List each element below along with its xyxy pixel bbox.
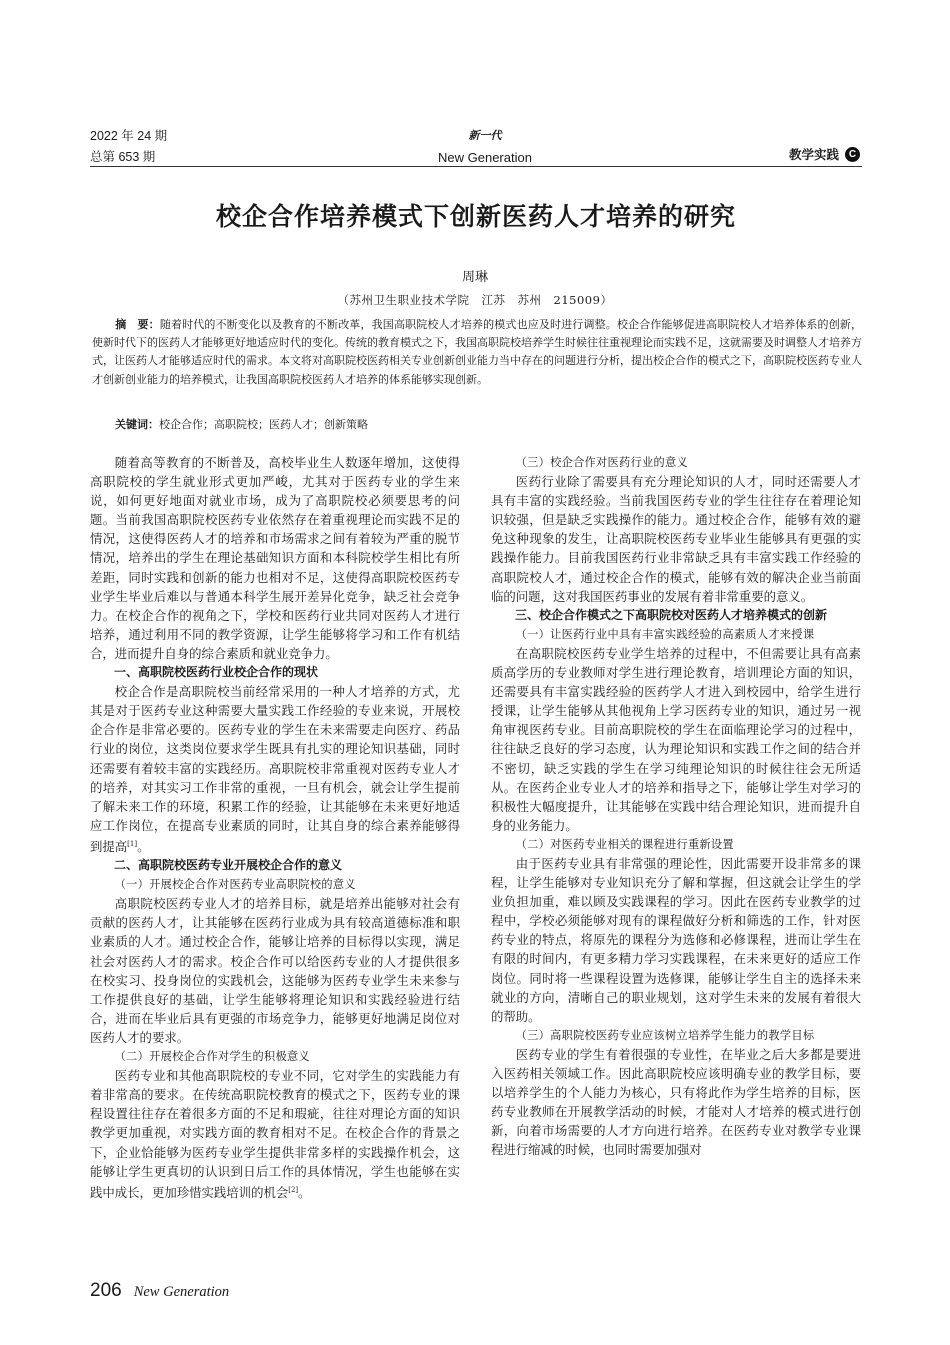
section-heading-2: 二、高职院校医药专业开展校企合作的意义 [114,858,343,873]
section-label [789,145,860,163]
journal-name-cn: 新一代 [468,130,502,142]
right-column [491,453,861,1159]
section-1-paragraph [90,682,460,856]
abstract-text: 随着时代的不断变化以及教育的不断改革，我国高职院校人才培养的模式也应及时进行调整。校企合作能够促进高职院校人才培养体系的创新，使新时代下的医药人才能够更好地适应时代的变化。传统的教育模式之下，我国高职院校培养学生时候往往重视理论而实践不足，这就需要及时调整人才培养方式，让医药人才能够适应时代的需求。本文将对高职院校医药相关专业创新创业能力当中存在的问题进行分析，提出校企合作的模式之下，高职院校医药专业人才创新创业能力的培养模式，让我国高职院校医药人才培养的体系能够实现创新。 [92,318,863,386]
citation-2: [2] [288,1185,299,1194]
subsection-heading-2-2: （二）开展校企合作对学生的积极意义 [114,1050,310,1064]
page-number: 206 [90,1280,122,1301]
keywords [115,416,862,434]
subsection-2-1-paragraph: 高职院校医药专业人才的培养目标，就是培养出能够对社会有贡献的医药人才，让其能够在医药行业成为具有较高道德标准和职业素质的人才。通过校企合作，能够让培养的目标得以实现，满足社会对医药人才的需求。校企合作可以给医药专业的人才提供很多在校实习、投身岗位的实践机会，这能够为医药专业学生未来参与工作提供良好的基础，让学生能够将理论知识和实践经验进行结合，进而在毕业后具有更强的市场竞争力，能够更好地满足岗位对医药人才的要求。 [90,896,460,1045]
subsection-2-2-end: 。 [298,1184,311,1200]
journal-header [385,126,585,168]
subsection-3-1-paragraph: 在高职院校医药专业学生培养的过程中，不但需要让具有高素质高学历的专业教师对学生进行理论教育，培训理论方面的知识，还需要具有丰富实践经验的医药学人才进入到校园中，给学生进行授课，让学生能够从其他视角上学习医药专业的知识，通过另一视角审视医药专业。目前高职院校的学生在面临理论学习的过程中，往往缺乏良好的学习态度，认为理论知识和实践工作之间的结合并不密切，缺乏实践的学生在学习纯理论知识的时候往往会无所适从。在医药企业专业人才的培养和指导之下，能够让学生对学习的积极性大幅度提升，让其能够在实践中结合理论知识，进而提升自身的业务能力。 [491,645,861,833]
keywords-label: 关键词： [115,418,159,431]
citation-1: [1] [127,839,138,848]
section-1-text: 校企合作是高职院校当前经常采用的一种人才培养的方式，尤其是对于医药专业这种需要大量实践工作经验的专业来说，开展校企合作是非常必要的。医药专业的学生在未来需要走向医疗、药品行业的岗位，这类岗位要求学生既具有扎实的理论知识基础，同时还需要有着较丰富的实践经历。高职院校非常重视对医药专业人才的培养，对其实习工作非常的重视，一旦有机会，就会让学生提前了解未来工作的环境，积累工作的经验，让其能够在未来更好地适应工作岗位，在提高专业素质的同时，让其自身的综合素养能够得到提高 [90,684,460,854]
subsection-heading-3-2: （二）对医药专业相关的课程进行重新设置 [515,837,734,851]
section-name: 教学实践 [788,148,839,162]
author-affiliation: （苏州卫生职业技术学院 江苏 苏州 215009） [337,293,613,307]
header-divider [90,166,862,167]
subsection-3-3-paragraph: 医药专业的学生有着很强的专业性，在毕业之后大多都是要进入医药相关领域工作。因此高职院校应该明确专业的教学目标，要以培养学生的个人能力为核心，只有将此作为学生培养的目标，医药专业教师在开展教学活动的时候，才能对人才培养的模式进行创新，向着市场需要的人才方向进行培养。在医药专业对教学专业课程进行缩减的时候，也同时需要加强对 [491,1046,861,1158]
subsection-heading-2-1: （一）开展校企合作对医药专业高职院校的意义 [114,878,356,892]
subsection-heading-3-3: （三）高职院校医药专业应该树立培养学生能力的教学目标 [515,1028,815,1042]
subsection-2-2-text: 医药专业和其他高职院校的专业不同，它对学生的实践能力有着非常高的要求。在传统高职院校教育的模式之下，医药专业的课程设置往往存在着很多方面的不足和瑕疵，往往对理论方面的知识教学更加重视，对实践方面的教育相对不足。在校企合作的背景之下，企业恰能够为医药专业学生提供非常多样的实践操作机会，这能够让学生更真切的认识到日后工作的具体情况，学生也能够在实践中成长，更加珍惜实践培训的机会 [90,1068,460,1200]
subsection-heading-3-1: （一）让医药行业中具有丰富实践经验的高素质人才来授课 [515,627,815,641]
article-title: 校企合作培养模式下创新医药人才培养的研究 [215,202,736,231]
subsection-2-2-paragraph [90,1066,460,1202]
subsection-heading-2-3: （三）校企合作对医药行业的意义 [515,456,688,469]
abstract [92,316,862,389]
abstract-label: 摘 要： [115,318,160,331]
keywords-text: 校企合作；高职院校；医药人才；创新策略 [159,418,368,431]
left-column [90,453,460,1202]
page-footer [90,1280,229,1302]
subsection-3-2-paragraph: 由于医药专业具有非常强的理论性，因此需要开设非常多的课程，让学生能够对专业知识充分了解和掌握，但这就会让学生的学业负担加重，难以顾及实践课程的学习。因此在医药专业教学的过程中，学校必须能够对现有的课程做好分析和筛选的工作，针对医药专业的特点，将原先的课程分为选修和必修课程，进而让学生在有限的时间内，有更多精力学习实践课程，在未来更好的适应工作岗位。同时将一些课程设置为选修课，能够让学生自主的选择未来就业的方向，清晰自己的职业规划，这对学生未来的发展有着很大的帮助。 [491,855,861,1024]
section-heading-1: 一、高职院校医药行业校企合作的现状 [114,665,319,680]
issue-info [90,126,167,168]
issue-total: 总第 653 期 [90,150,156,164]
section-1-end: 。 [137,839,150,854]
section-heading-3: 三、校企合作模式之下高职院校对医药人才培养模式的创新 [515,607,828,622]
intro-paragraph: 随着高等教育的不断普及，高校毕业生人数逐年增加，这使得高职院校的学生就业形式更加严峻，尤其对于医药专业的学生来说，如何更好地面对就业市场，成为了高职院校必须要思考的问题。当前我国高职院校医药专业依然存在着重视理论而实践不足的情况，这使得医药人才的培养和市场需求之间有着较为严重的脱节情况，培养出的学生在理论基础知识方面和本科院校学生相比有所差距，同时实践和创新的能力也相对不足，这使得高职院校医药专业学生毕业后难以与普通本科学生展开差异化竞争，缺乏社会竞争力。在校企合作的视角之下，学校和医药行业共同对医药人才进行培养，通过利用不同的教学资源，让学生能够将学习和工作有机结合，进而提升自身的综合素质和就业竞争力。 [90,455,460,661]
issue-number: 2022 年 24 期 [90,129,168,143]
footer-journal-name: New Generation [133,1284,230,1300]
section-c-icon: C [845,147,860,162]
subsection-2-3-paragraph: 医药行业除了需要具有充分理论知识的人才，同时还需要人才具有丰富的实践经验。当前我国医药专业的学生往往存在着理论知识较强，但是缺乏实践操作的能力。通过校企合作，能够有效的避免这种现象的发生，让高职院校医药专业毕业生能够具有更强的实践操作能力。目前我国医药行业非常缺乏具有丰富实践工作经验的高职院校人才，通过校企合作的模式，能够有效的解决企业当前面临的问题，这对我国医药事业的发展有着非常重要的意义。 [491,474,861,604]
article-author: 周琳 [461,270,488,285]
journal-name-en: New Generation [438,150,532,165]
